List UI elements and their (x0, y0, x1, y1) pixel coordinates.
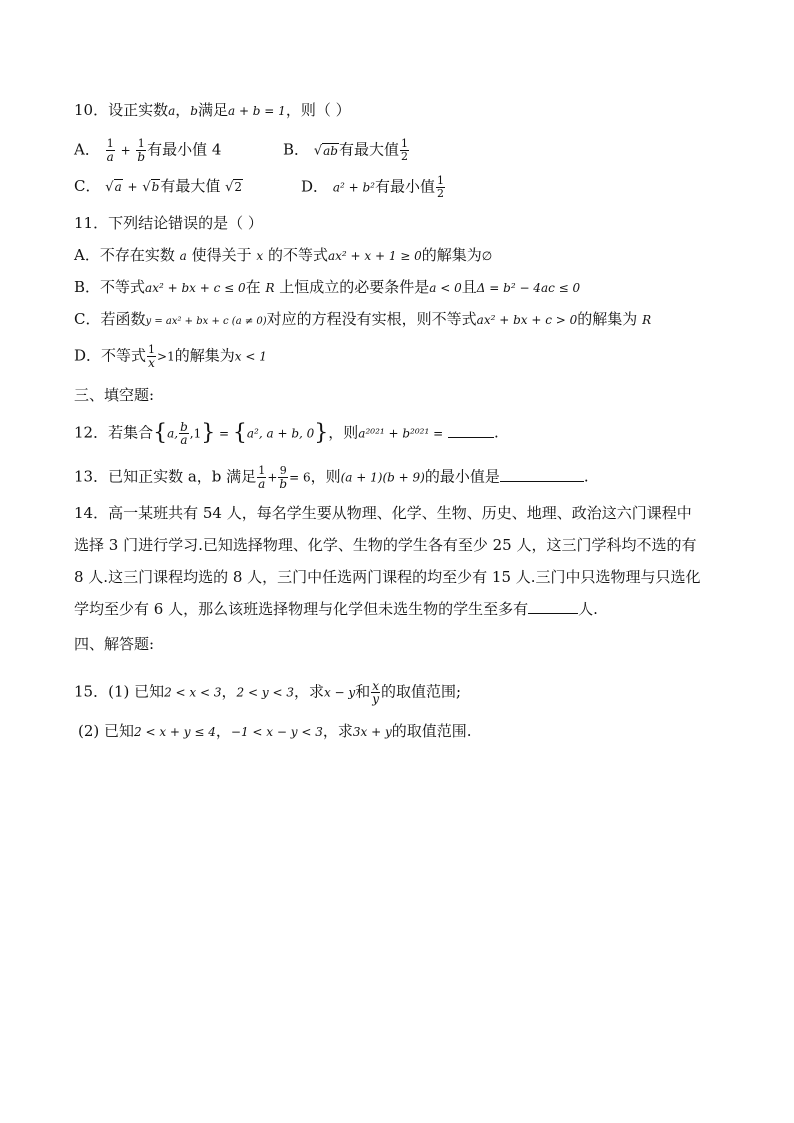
fraction-b-over-a: $\frac{b}{a}$ (180, 420, 188, 447)
q11-option-c: C．若函数y = ax² + bx + c (a ≠ 0)对应的方程没有实根，则不等式ax² + bx + c > 0的解集为 R (74, 310, 652, 328)
fraction-1-over-2: $\frac{1}{2}$ (400, 137, 408, 163)
fraction-1-over-2: $\frac{1}{2}$ (436, 174, 444, 200)
q10-option-a: A． $\frac{1}{a}$ + $\frac{1}{b}$ 有最小值 4 (74, 137, 222, 164)
answer-blank[interactable] (528, 599, 578, 614)
q10-stem: 10．设正实数a，b满足a + b = 1，则（ ） (74, 101, 351, 119)
q10-option-d: D． a² + b²有最小值 $\frac{1}{2}$ (301, 174, 444, 200)
fraction-x-over-y: $\frac{x}{y}$ (372, 679, 379, 706)
q14-line-2: 选择 3 门进行学习.已知选择物理、化学、生物的学生各有至少 25 人，这三门学科均不选的有 (74, 536, 697, 554)
fraction-1-over-x: $\frac{1}{x}$ (148, 343, 156, 370)
q10-option-c: C． √a + √b有最大值 √2 (74, 177, 243, 195)
q10-option-b: B． √ab有最大值 $\frac{1}{2}$ (283, 137, 408, 163)
q11-option-a: A．不存在实数 a 使得关于 x 的不等式ax² + x + 1 ≥ 0的解集为∅ (74, 246, 493, 264)
q14-line-4: 学均至少有 6 人，那么该班选择物理与化学但未选生物的学生至多有 人. (74, 600, 598, 618)
fraction-1-over-a: $\frac{1}{a}$ (258, 464, 266, 491)
answer-blank[interactable] (448, 423, 494, 438)
q11-option-b: B．不等式ax² + bx + c ≤ 0在 R 上恒成立的必要条件是a < 0且Δ = b² − 4ac ≤ 0 (74, 278, 581, 296)
section-title-fill-in: 三、填空题: (74, 386, 155, 404)
section-title-answer: 四、解答题: (74, 635, 155, 653)
q15-part-2: (2) 已知2 < x + y ≤ 4，−1 < x − y < 3，求3x + y的取值范围. (78, 722, 472, 740)
q11-option-d: D．不等式 $\frac{1}{x}$ >1的解集为x < 1 (74, 343, 267, 370)
fraction-9-over-b: $\frac{9}{b}$ (279, 464, 288, 491)
q11-stem: 11．下列结论错误的是（ ） (74, 214, 263, 232)
q14-line-3: 8 人.这三门课程均选的 8 人，三门中任选两门课程的均至少有 15 人.三门中只选物理与只选化 (74, 568, 701, 586)
answer-blank[interactable] (500, 467, 584, 482)
q12-stem: 12．若集合{a, $\frac{b}{a}$ ,1} = {a², a + b, 0}，则a²⁰²¹ + b²⁰²¹ = . (74, 420, 499, 447)
fraction-1-over-a: $\frac{1}{a}$ (106, 137, 114, 164)
q13-stem: 13．已知正实数 a，b 满足 $\frac{1}{a}$ + $\frac{9}{b}$ = 6，则(a + 1)(b + 9)的最小值是 . (74, 464, 589, 491)
q14-line-1: 14．高一某班共有 54 人，每名学生要从物理、化学、生物、历史、地理、政治这六门课程中 (74, 504, 692, 522)
fraction-1-over-b: $\frac{1}{b}$ (137, 137, 146, 164)
q15-part-1: 15．(1) 已知2 < x < 3，2 < y < 3，求x − y和 $\frac{x}{y}$ 的取值范围; (74, 679, 462, 706)
